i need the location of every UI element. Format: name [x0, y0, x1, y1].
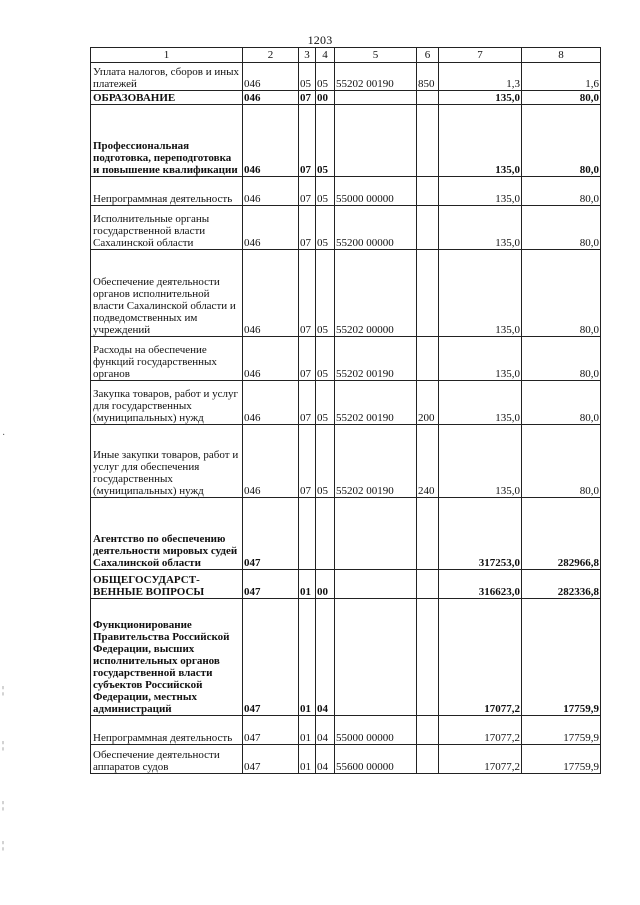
section-code: 07 — [299, 250, 316, 337]
scan-margin-mark: ¦ — [2, 740, 5, 751]
table-row — [91, 425, 601, 498]
table-row — [91, 63, 601, 91]
section-code: 07 — [299, 105, 316, 177]
admin-code: 046 — [243, 337, 299, 381]
table-row — [91, 206, 601, 250]
row-name: ОБРАЗОВАНИЕ — [91, 91, 243, 105]
admin-code: 047 — [243, 745, 299, 774]
admin-code: 046 — [243, 177, 299, 206]
row-name: Исполнительные органы государственной власти Сахалинской области — [91, 206, 243, 250]
subsection-code: 05 — [316, 425, 335, 498]
target-article: 55000 00000 — [335, 716, 417, 745]
expense-type — [417, 206, 439, 250]
target-article: 55202 00190 — [335, 425, 417, 498]
target-article — [335, 599, 417, 716]
section-code: 07 — [299, 206, 316, 250]
amount-col8: 80,0 — [522, 105, 601, 177]
admin-code: 046 — [243, 91, 299, 105]
section-code: 07 — [299, 91, 316, 105]
expense-type — [417, 745, 439, 774]
amount-col7: 17077,2 — [439, 716, 522, 745]
admin-code: 046 — [243, 250, 299, 337]
amount-col7: 135,0 — [439, 337, 522, 381]
row-name: Обеспечение деятельности органов исполнительной власти Сахалинской области и подведомственных им учреждений — [91, 250, 243, 337]
amount-col7: 317253,0 — [439, 498, 522, 570]
amount-col8: 80,0 — [522, 425, 601, 498]
table-row — [91, 91, 601, 105]
subsection-code: 05 — [316, 250, 335, 337]
amount-col7: 135,0 — [439, 177, 522, 206]
row-name: ОБЩЕГОСУДАРСТ-ВЕННЫЕ ВОПРОСЫ — [91, 570, 243, 599]
expense-type: 200 — [417, 381, 439, 425]
table-row — [91, 570, 601, 599]
amount-col7: 316623,0 — [439, 570, 522, 599]
row-name: Закупка товаров, работ и услуг для государственных (муниципальных) нужд — [91, 381, 243, 425]
section-code: 01 — [299, 745, 316, 774]
section-code — [299, 498, 316, 570]
amount-col8: 80,0 — [522, 381, 601, 425]
target-article: 55000 00000 — [335, 177, 417, 206]
amount-col8: 80,0 — [522, 250, 601, 337]
expense-type — [417, 337, 439, 381]
column-header: 4 — [316, 48, 335, 63]
scan-margin-mark: ¦ — [2, 685, 5, 696]
subsection-code: 04 — [316, 599, 335, 716]
section-code: 07 — [299, 177, 316, 206]
admin-code: 046 — [243, 425, 299, 498]
table-row — [91, 337, 601, 381]
target-article — [335, 105, 417, 177]
admin-code: 046 — [243, 63, 299, 91]
subsection-code: 05 — [316, 381, 335, 425]
budget-table — [90, 47, 601, 774]
section-code: 07 — [299, 425, 316, 498]
table-row — [91, 177, 601, 206]
amount-col7: 135,0 — [439, 381, 522, 425]
amount-col7: 135,0 — [439, 425, 522, 498]
target-article: 55200 00000 — [335, 206, 417, 250]
section-code: 01 — [299, 716, 316, 745]
expense-type — [417, 716, 439, 745]
section-code: 07 — [299, 337, 316, 381]
target-article: 55202 00190 — [335, 381, 417, 425]
table-header-row — [91, 48, 601, 63]
amount-col8: 80,0 — [522, 206, 601, 250]
column-header: 3 — [299, 48, 316, 63]
row-name: Иные закупки товаров, работ и услуг для обеспечения государственных (муниципальных) нужд — [91, 425, 243, 498]
row-name: Функционирование Правительства Российской Федерации, высших исполнительных органов государственной власти субъектов Российской Федерации, местных администраций — [91, 599, 243, 716]
table-row — [91, 498, 601, 570]
row-name: Непрограммная деятельность — [91, 177, 243, 206]
section-code: 05 — [299, 63, 316, 91]
amount-col8: 80,0 — [522, 337, 601, 381]
amount-col8: 17759,9 — [522, 599, 601, 716]
scan-margin-mark: · — [2, 430, 6, 441]
subsection-code: 04 — [316, 745, 335, 774]
subsection-code: 00 — [316, 91, 335, 105]
row-name: Расходы на обеспечение функций государственных органов — [91, 337, 243, 381]
subsection-code: 05 — [316, 177, 335, 206]
admin-code: 046 — [243, 381, 299, 425]
target-article — [335, 570, 417, 599]
target-article — [335, 498, 417, 570]
admin-code: 047 — [243, 570, 299, 599]
column-header: 8 — [522, 48, 601, 63]
row-name: Уплата налогов, сборов и иных платежей — [91, 63, 243, 91]
subsection-code: 05 — [316, 105, 335, 177]
section-code: 07 — [299, 381, 316, 425]
expense-type: 240 — [417, 425, 439, 498]
amount-col7: 1,3 — [439, 63, 522, 91]
column-header: 7 — [439, 48, 522, 63]
amount-col7: 135,0 — [439, 250, 522, 337]
expense-type — [417, 498, 439, 570]
column-header: 1 — [91, 48, 243, 63]
target-article: 55202 00190 — [335, 63, 417, 91]
row-name: Профессиональная подготовка, переподготовка и повышение квалификации — [91, 105, 243, 177]
target-article: 55202 00190 — [335, 337, 417, 381]
amount-col8: 17759,9 — [522, 745, 601, 774]
expense-type — [417, 250, 439, 337]
subsection-code: 05 — [316, 63, 335, 91]
scan-margin-mark: ¦ — [2, 840, 5, 851]
expense-type — [417, 177, 439, 206]
expense-type: 850 — [417, 63, 439, 91]
admin-code: 046 — [243, 206, 299, 250]
section-code: 01 — [299, 599, 316, 716]
amount-col8: 17759,9 — [522, 716, 601, 745]
subsection-code: 05 — [316, 337, 335, 381]
expense-type — [417, 599, 439, 716]
amount-col8: 282336,8 — [522, 570, 601, 599]
admin-code: 047 — [243, 599, 299, 716]
row-name: Непрограммная деятельность — [91, 716, 243, 745]
expense-type — [417, 91, 439, 105]
amount-col7: 17077,2 — [439, 745, 522, 774]
scan-margin-mark: ¦ — [2, 800, 5, 811]
amount-col8: 282966,8 — [522, 498, 601, 570]
admin-code: 047 — [243, 498, 299, 570]
amount-col8: 1,6 — [522, 63, 601, 91]
table-row — [91, 105, 601, 177]
amount-col7: 135,0 — [439, 105, 522, 177]
table-row — [91, 599, 601, 716]
column-header: 5 — [335, 48, 417, 63]
expense-type — [417, 570, 439, 599]
column-header: 2 — [243, 48, 299, 63]
subsection-code: 05 — [316, 206, 335, 250]
table-row — [91, 381, 601, 425]
amount-col7: 17077,2 — [439, 599, 522, 716]
amount-col7: 135,0 — [439, 91, 522, 105]
table-row — [91, 250, 601, 337]
target-article: 55202 00000 — [335, 250, 417, 337]
section-code: 01 — [299, 570, 316, 599]
admin-code: 047 — [243, 716, 299, 745]
target-article: 55600 00000 — [335, 745, 417, 774]
amount-col7: 135,0 — [439, 206, 522, 250]
subsection-code — [316, 498, 335, 570]
subsection-code: 00 — [316, 570, 335, 599]
column-header: 6 — [417, 48, 439, 63]
expense-type — [417, 105, 439, 177]
row-name: Агентство по обеспечению деятельности мировых судей Сахалинской области — [91, 498, 243, 570]
admin-code: 046 — [243, 105, 299, 177]
target-article — [335, 91, 417, 105]
table-row — [91, 745, 601, 774]
row-name: Обеспечение деятельности аппаратов судов — [91, 745, 243, 774]
page-number: 1203 — [307, 33, 333, 47]
table-row — [91, 716, 601, 745]
subsection-code: 04 — [316, 716, 335, 745]
amount-col8: 80,0 — [522, 177, 601, 206]
amount-col8: 80,0 — [522, 91, 601, 105]
